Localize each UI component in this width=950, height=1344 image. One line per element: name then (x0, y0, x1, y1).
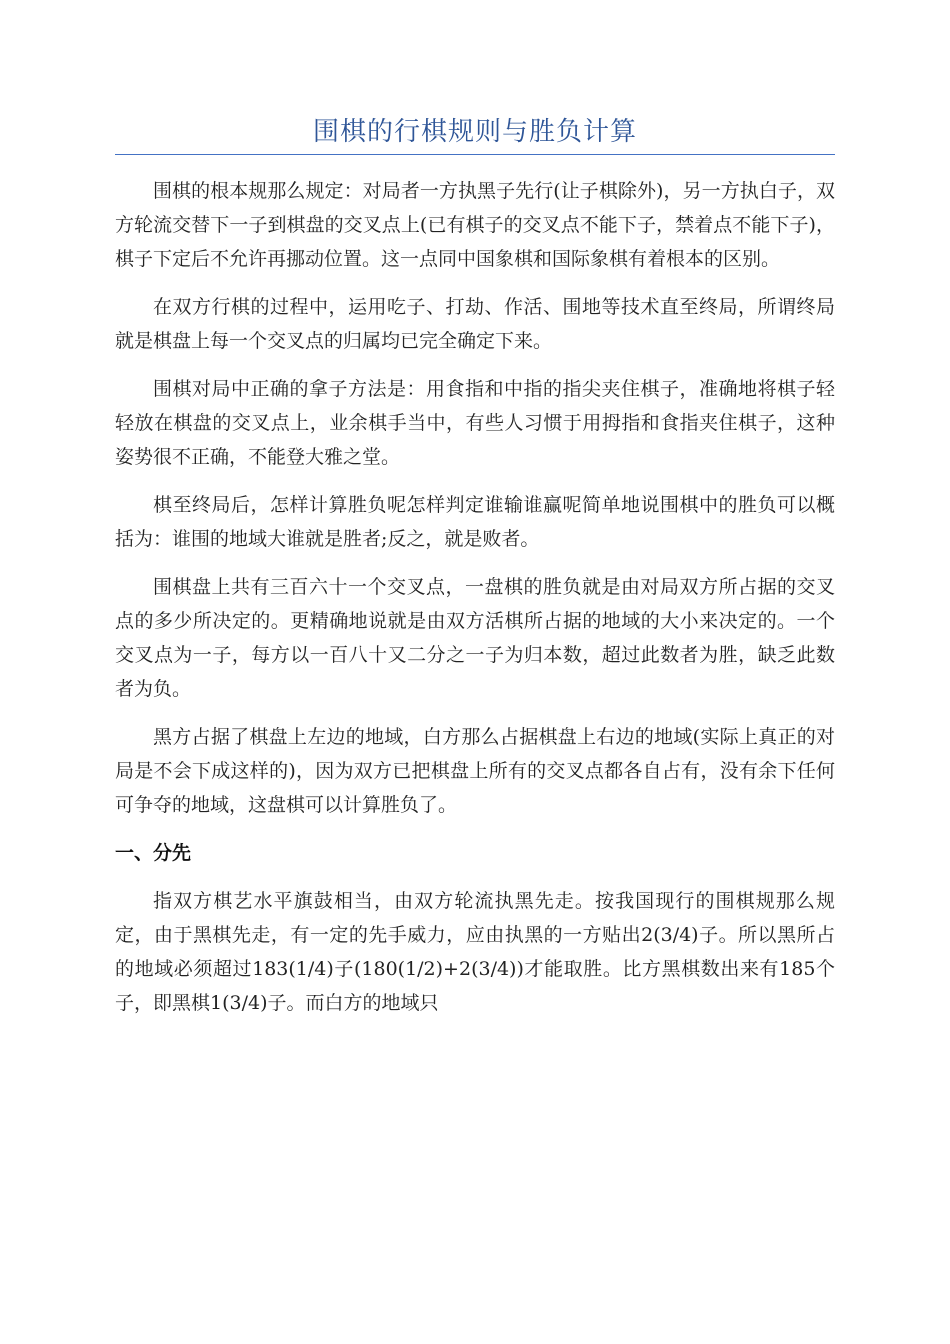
paragraph: 在双方行棋的过程中，运用吃子、打劫、作活、围地等技术直至终局，所谓终局就是棋盘上每一个交叉点的归属均已完全确定下来。 (115, 296, 835, 352)
title-underline (115, 154, 835, 155)
document-body (115, 174, 835, 1034)
section-heading: 一、分先 (115, 842, 192, 864)
paragraph: 围棋的根本规那么规定：对局者一方执黑子先行(让子棋除外)，另一方执白子，双方轮流交替下一子到棋盘的交叉点上(已有棋子的交叉点不能下子，禁着点不能下子)，棋子下定后不允许再挪动位置。这一点同中国象棋和国际象棋有着根本的区别。 (115, 180, 835, 270)
page-title: 围棋的行棋规则与胜负计算 (312, 117, 637, 147)
paragraph: 围棋对局中正确的拿子方法是：用食指和中指的指尖夹住棋子，准确地将棋子轻轻放在棋盘的交叉点上，业余棋手当中，有些人习惯于用拇指和食指夹住棋子，这种姿势很不正确，不能登大雅之堂。 (115, 378, 835, 468)
paragraph: 黑方占据了棋盘上左边的地域，白方那么占据棋盘上右边的地域(实际上真正的对局是不会下成这样的)，因为双方已把棋盘上所有的交叉点都各自占有，没有余下任何可争夺的地域，这盘棋可以计算胜负了。 (115, 726, 835, 816)
paragraph: 棋至终局后，怎样计算胜负呢怎样判定谁输谁赢呢简单地说围棋中的胜负可以概括为：谁围的地域大谁就是胜者;反之，就是败者。 (115, 494, 835, 550)
paragraph: 围棋盘上共有三百六十一个交叉点，一盘棋的胜负就是由对局双方所占据的交叉点的多少所决定的。更精确地说就是由双方活棋所占据的地域的大小来决定的。一个交叉点为一子，每方以一百八十又二分之一子为归本数，超过此数者为胜，缺乏此数者为负。 (115, 576, 835, 700)
title-block (115, 112, 835, 152)
section-paragraph: 指双方棋艺水平旗鼓相当，由双方轮流执黑先走。按我国现行的围棋规那么规定，由于黑棋先走，有一定的先手威力，应由执黑的一方贴出2(3/4)子。所以黑所占的地域必须超过183(1/4)子(180(1/2)+2(3/4))才能取胜。比方黑棋数出来有185个子，即黑棋1(3/4)子。而白方的地域只 (115, 890, 835, 1014)
